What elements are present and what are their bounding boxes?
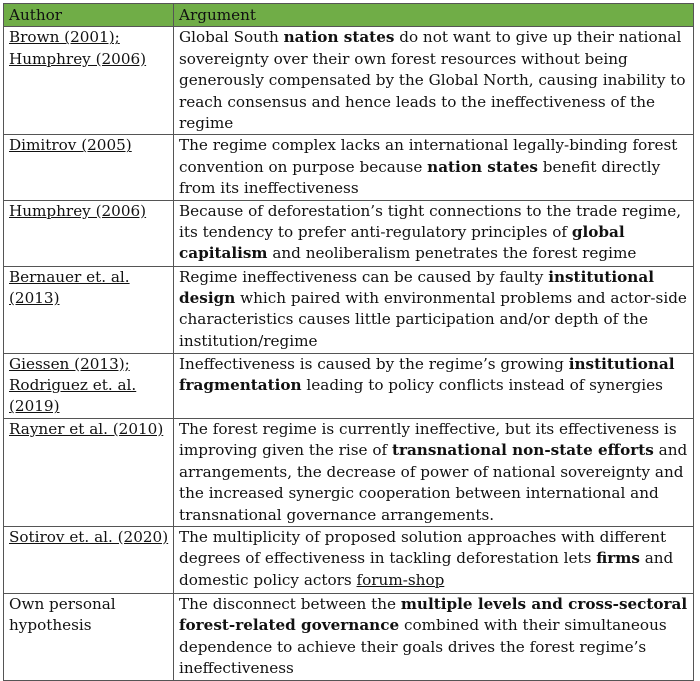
argument-text: benefit directly from its ineffectiveness — [179, 157, 661, 198]
author-cell — [4, 418, 174, 526]
table-row — [4, 266, 694, 353]
argument-cell — [174, 526, 694, 593]
argument-emphasis: nation states — [283, 28, 395, 47]
table-row — [4, 418, 694, 526]
table-row — [4, 27, 694, 135]
argument-cell — [174, 135, 694, 200]
argument-text: The forest regime is currently ineffective, but its effectiveness is improving given the rise of — [179, 419, 677, 460]
table-row — [4, 200, 694, 266]
author-citation-link[interactable]: Rayner et al. (2010) — [9, 419, 164, 438]
author-citation-link[interactable]: Brown (2001); Humphrey (2006) — [9, 28, 147, 68]
argument-cell — [174, 27, 694, 135]
argument-text: Ineffectiveness is caused by the regime’s growing — [179, 354, 569, 373]
author-cell — [4, 526, 174, 593]
argument-text: Because of deforestation’s tight connections to the trade regime, its tendency to prefer anti-regulatory principles of — [179, 201, 682, 242]
argument-text: combined with their simultaneous dependence to achieve their goals drives the forest regime’s ineffectiveness — [179, 616, 667, 678]
argument-text: do not want to give up their national sovereignty over their own forest resources without being generously compensated by the Global North, causing inability to reach consensus and hence leads to the ineffectiveness of the regime — [179, 28, 686, 133]
argument-emphasis: institutional design — [179, 267, 654, 308]
author-cell — [4, 353, 174, 418]
table-header-row — [4, 4, 694, 27]
argument-underlined-term: forum-shop — [356, 570, 445, 589]
author-cell — [4, 135, 174, 200]
argument-emphasis: firms — [596, 549, 640, 568]
author-cell — [4, 593, 174, 680]
column-header-argument: Argument — [174, 4, 694, 27]
table-row — [4, 526, 694, 593]
column-header-author: Author — [4, 4, 174, 27]
argument-emphasis: global capitalism — [179, 223, 625, 263]
author-citation-link[interactable]: Dimitrov (2005) — [9, 136, 132, 155]
argument-emphasis: transnational non-state efforts — [391, 441, 654, 460]
literature-table — [3, 3, 694, 681]
argument-text: leading to policy conflicts instead of synergies — [301, 376, 663, 395]
author-citation-link[interactable]: Giessen (2013); Rodriguez et. al. (2019) — [9, 354, 137, 416]
argument-text: and domestic policy actors — [179, 549, 674, 589]
table-row — [4, 135, 694, 200]
argument-cell — [174, 418, 694, 526]
argument-text: and arrangements, the decrease of power of national sovereignty and the increased synergic cooperation between international and transnational governance arrangements. — [179, 441, 688, 524]
argument-cell — [174, 200, 694, 266]
argument-cell — [174, 266, 694, 353]
argument-emphasis: nation states — [427, 157, 538, 176]
author-text: Own personal hypothesis — [9, 594, 116, 635]
author-cell — [4, 200, 174, 266]
argument-text: and neoliberalism penetrates the forest regime — [267, 244, 637, 263]
author-citation-link[interactable]: Sotirov et. al. (2020) — [9, 527, 169, 546]
argument-text: The regime complex lacks an international legally-binding forest convention on purpose because — [179, 136, 678, 176]
argument-emphasis: institutional fragmentation — [179, 354, 675, 395]
argument-text: The multiplicity of proposed solution approaches with different degrees of effectiveness in tackling deforestation lets — [179, 527, 667, 568]
argument-text: Regime ineffectiveness can be caused by faulty — [179, 267, 549, 286]
argument-cell — [174, 353, 694, 418]
table-row — [4, 593, 694, 680]
argument-text: which paired with environmental problems and actor-side characteristics causes little participation and/or depth of the institution/regime — [179, 289, 687, 350]
argument-emphasis: multiple levels and cross-sectoral forest-related governance — [179, 594, 688, 635]
argument-cell — [174, 593, 694, 680]
author-cell — [4, 27, 174, 135]
author-citation-link[interactable]: Bernauer et. al. (2013) — [9, 267, 130, 308]
author-cell — [4, 266, 174, 353]
argument-text: Global South — [179, 28, 284, 47]
table-row — [4, 353, 694, 418]
argument-text: The disconnect between the — [179, 594, 401, 613]
author-citation-link[interactable]: Humphrey (2006) — [9, 201, 147, 220]
